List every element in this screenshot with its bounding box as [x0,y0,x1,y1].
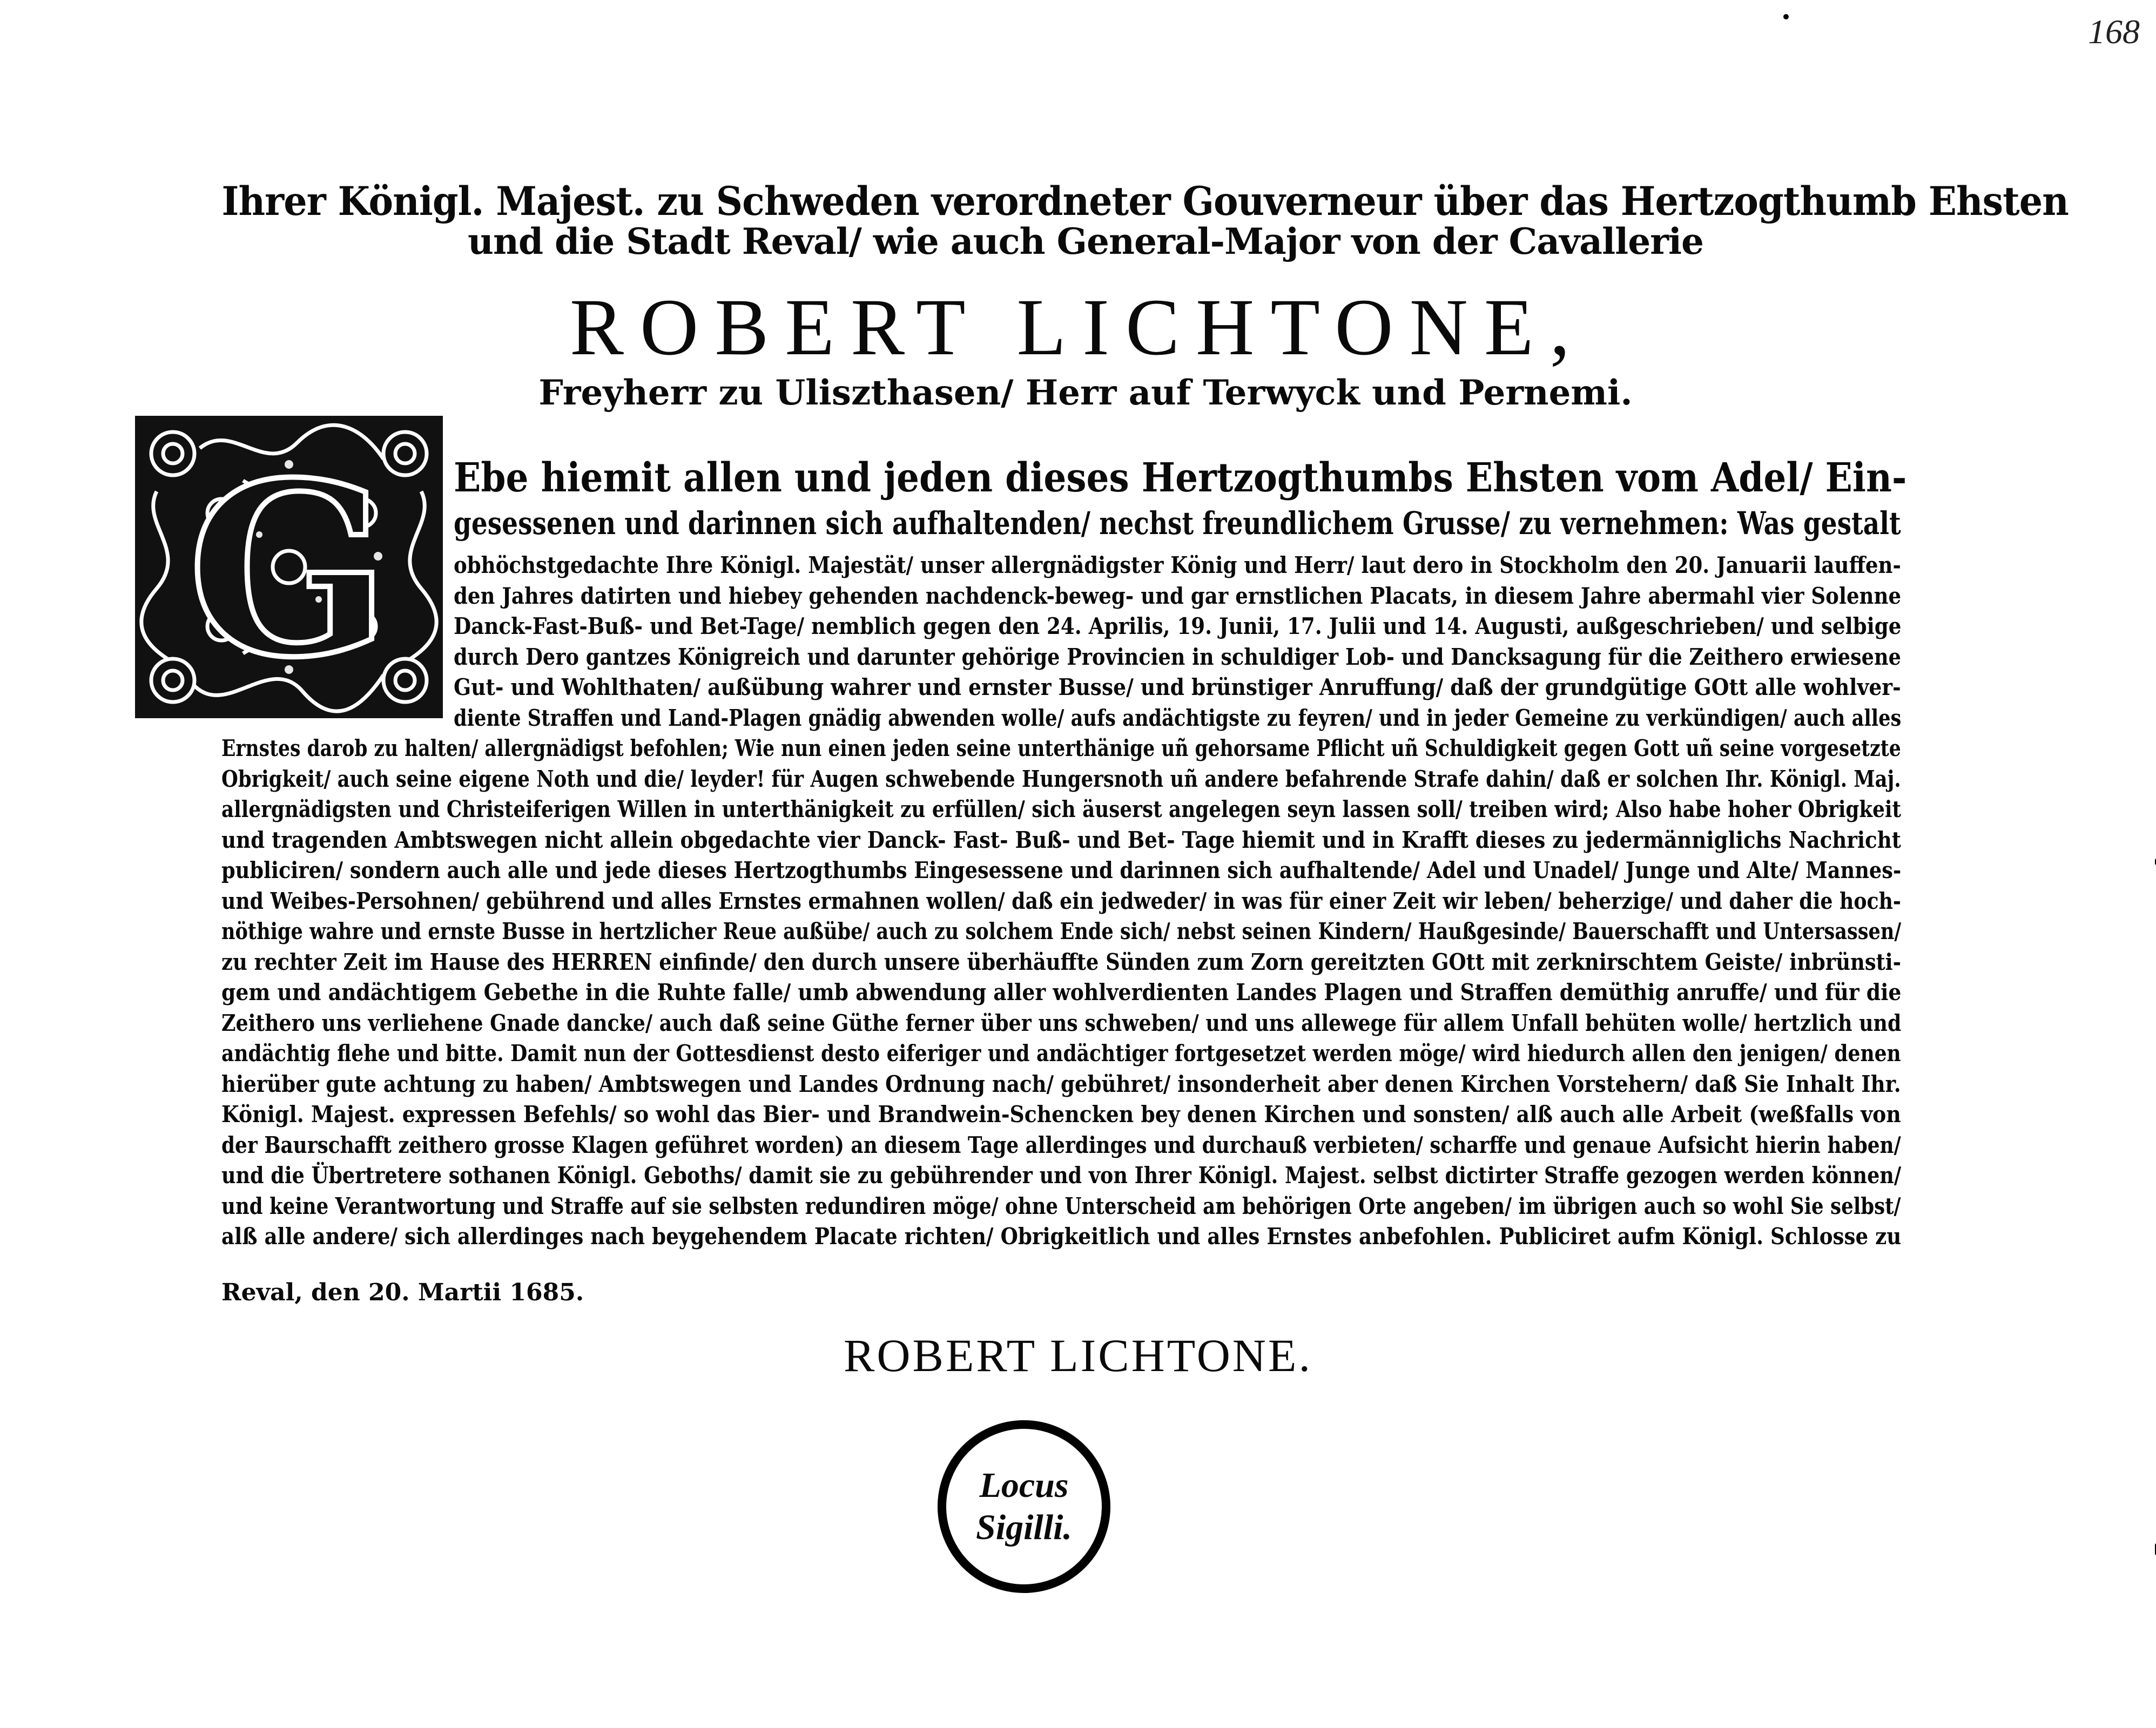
body-line: der Baurschafft zeithero grosse Klagen geführet worden) an diesem Tage allerdinges und durchauß verbieten/ scharffe und genaue Aufsicht hierin haben/ [221,1131,1901,1158]
seal-circle [938,1420,1110,1593]
body-line: Gut- und Wohlthaten/ außübung wahrer und ernster Busse/ und brünstiger Anruffung/ daß der grundgütige GOtt alle wohlver- [454,674,1901,700]
body-line: andächtig flehe und bitte. Damit nun der Gottesdienst desto eiferiger und andächtiger fortgesetzet werden möge/ wird hiedurch allen den jenigen/ denen [221,1040,1901,1066]
decorated-initial [135,416,443,718]
body-line: gem und andächtigem Gebethe in die Ruhte falle/ umb abwendung aller wohlverdienten Landes Plagen und Straffen demüthig anruffe/ und für die [221,979,1902,1005]
body-line: durch Dero gantzes Königreich und darunter gehörige Provincien in schuldiger Lob- und Dancksagung für die Zeithero erwiesene [454,643,1901,670]
folio-number: 168 [2088,12,2140,51]
body-line: und die Übertretere sothanen Königl. Geboths/ damit sie zu gebührender und von Ihrer Königl. Majest. selbst dictirter Straffe gezogen werden können/ [221,1162,1902,1189]
body-line: allergnädigsten und Christeiferigen Willen in unterthänigkeit zu erfüllen/ sich äuserst angelegen seyn lassen soll/ treiben wird; Also habe hoher Obrigkeit [221,796,1901,822]
body-line: den Jahres datirten und hiebey gehenden nachdenck-beweg- und gar ernstlichen Placats, in diesem Jahre abermahl vier Solenne [454,582,1902,609]
ink-speck [1783,14,1789,19]
body-line: Ernstes darob zu halten/ allergnädigst befohlen; Wie nun einen jeden seine unterthänige uñ gehorsame Pflicht uñ Schuldigkeit gegen Gott uñ seine vorgesetzte [221,735,1901,761]
body-line: und tragenden Ambtswegen nicht allein obgedachte vier Danck- Fast- Buß- und Bet- Tage hiemit und in Krafft dieses zu jedermänniglichs Nachricht [221,826,1901,853]
signature: ROBERT LICHTONE. [844,1329,1312,1381]
issuer-name: ROBERT LICHTONE, [569,282,1587,372]
ornament-icon [135,416,443,718]
body-line: Königl. Majest. expressen Befehls/ so wohl das Bier- und Brandwein-Schencken bey denen Kirchen und sonsten/ alß auch alle Arbeit (weßfalls von [221,1101,1901,1128]
body-line: und keine Verantwortung und Straffe auf sie selbsten redundiren möge/ ohne Unterscheid am behörigen Orte angeben/ im übrigen auch so wohl Sie selbst/ [221,1192,1901,1219]
body-line: nöthige wahre und ernste Busse in hertzlicher Reue außübe/ auch zu solchem Ende sich/ nebst seinen Kindern/ Haußgesinde/ Bauerschafft und Untersassen/ [221,918,1902,944]
initial-letter: G [187,430,390,710]
body-line: obhöchstgedachte Ihre Königl. Majestät/ unser allergnädigster König und Herr/ laut dero in Stockholm den 20. Januarii lauffen- [454,552,1901,578]
body-line: hierüber gute achtung zu haben/ Ambtswegen und Landes Ordnung nach/ gebühret/ insonderheit aber denen Kirchen Vorstehern/ daß Sie Inhalt Ihr. [221,1070,1901,1097]
body-line: diente Straffen und Land-Plagen gnädig abwenden wolle/ aufs andächtigste zu feyren/ und in jeder Gemeine zu verkündigen/ auch alles [454,704,1902,731]
heading-line-2: und die Stadt Reval/ wie auch General-Major von der Cavallerie [467,220,1704,262]
heading-line-3: Freyherr zu Uliszthasen/ Herr auf Terwyck und Pernemi. [538,373,1633,413]
body-line: zu rechter Zeit im Hause des HERREN einfinde/ den durch unsere überhäuffte Sünden zum Zorn gereitzten GOtt mit zerknirschtem Geiste/ inbrünsti- [221,948,1902,975]
body-line-first: Ebe hiemit allen und jeden dieses Hertzogthumbs Ehsten vom Adel/ Ein- [454,455,1907,501]
seal-line-1: Locus [979,1466,1069,1505]
publication-date: Reval, den 20. Martii 1685. [221,1279,584,1306]
body-line: Danck-Fast-Buß- und Bet-Tage/ nemblich gegen den 24. Aprilis, 19. Junii, 17. Julii und 14. Augusti, außgeschrieben/ und selbige [454,613,1902,639]
body-line: Obrigkeit/ auch seine eigene Noth und die/ leyder! für Augen schwebende Hungersnoth uñ andere befahrende Strafe dahin/ daß er solchen Ihr. Königl. Maj. [221,765,1901,792]
body-line: alß alle andere/ sich allerdinges nach beygehendem Placate richten/ Obrigkeitlich und alles Ernstes anbefohlen. Publiciret aufm Königl. Schlosse zu [221,1223,1902,1250]
body-line: und Weibes-Persohnen/ gebührend und alles Ernstes ermahnen wollen/ daß ein jedweder/ in was für einer Zeit wir leben/ beherzige/ und daher die hoch- [221,887,1901,914]
body-line: Zeithero uns verliehene Gnade dancke/ auch daß seine Güthe ferner über uns schweben/ und uns allewege für allem Unfall behüten wolle/ hertzlich und [221,1009,1902,1036]
seal-line-2: Sigilli. [976,1508,1072,1547]
body-line: publiciren/ sondern auch alle und jede dieses Hertzogthumbs Eingesessene und darinnen sich aufhaltende/ Adel und Unadel/ Junge und Alte/ Mannes- [221,857,1902,883]
body-line-second: gesessenen und darinnen sich aufhaltenden/ nechst freundlichem Grusse/ zu vernehmen: Was gestalt [454,505,1901,542]
heading-line-1: Ihrer Königl. Majest. zu Schweden verordneter Gouverneur über das Hertzogthumb Ehsten [221,178,2069,225]
